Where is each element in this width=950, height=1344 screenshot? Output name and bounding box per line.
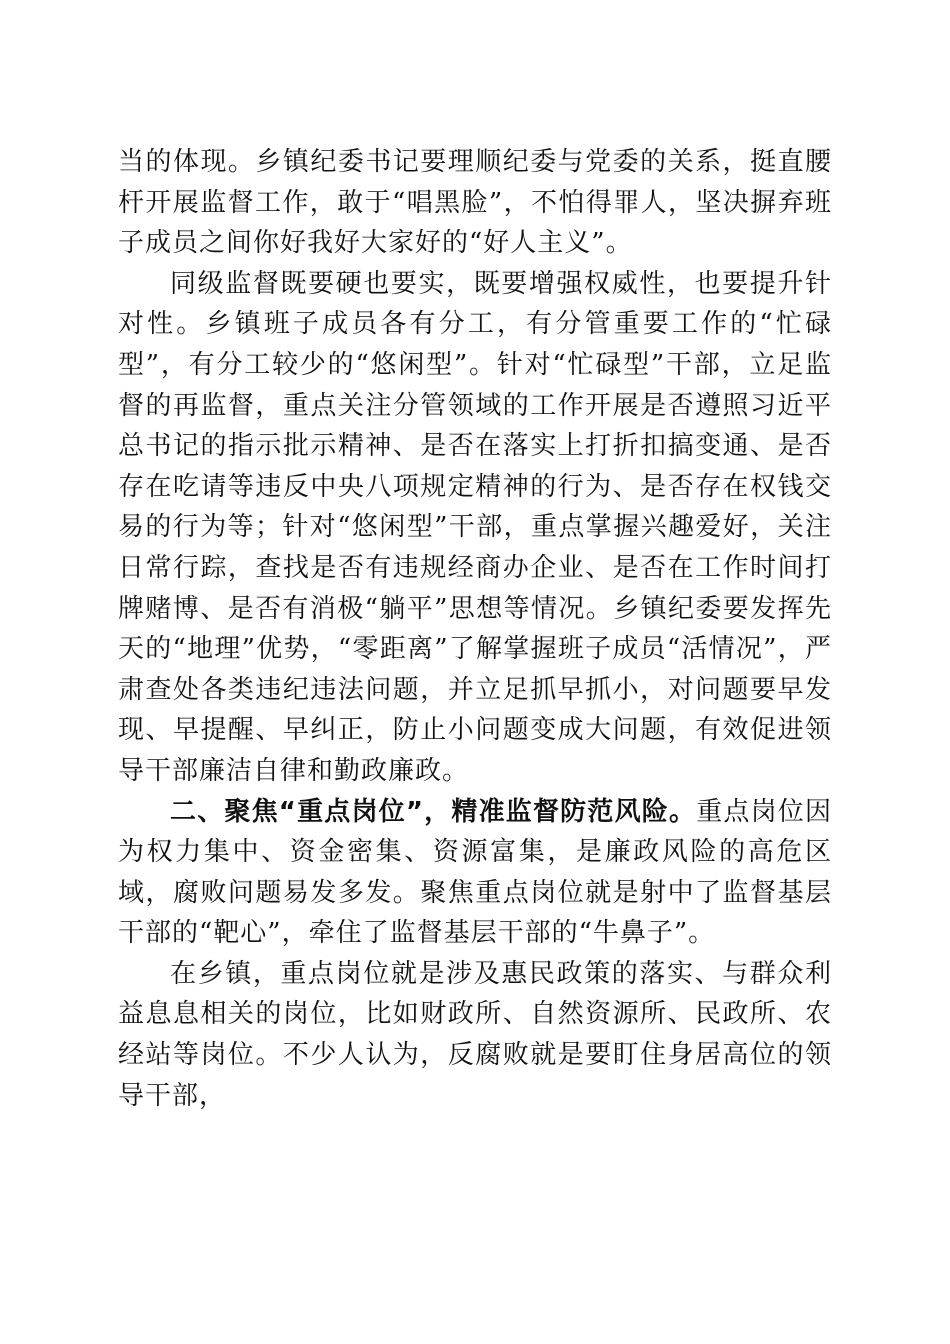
document-body [118, 142, 832, 1116]
paragraph-key-positions: 在乡镇，重点岗位就是涉及惠民政策的落实、与群众利益息息相关的岗位，比如财政所、自然资源所、民政所、农经站等岗位。不少人认为，反腐败就是要盯住身居高位的领导干部， [118, 958, 832, 1111]
paragraph-section-two [118, 792, 832, 954]
paragraph-peer-supervision: 同级监督既要硬也要实，既要增强权威性，也要提升针对性。乡镇班子成员各有分工，有分管重要工作的“忙碌型”，有分工较少的“悠闲型”。针对“忙碌型”干部，立足监督的再监督，重点关注分管领域的工作开展是否遵照习近平总书记的指示批示精神、是否在落实上打折扣搞变通、是否存在吃请等违反中央八项规定精神的行为、是否存在权钱交易的行为等；针对“悠闲型”干部，重点掌握兴趣爱好，关注日常行踪，查找是否有违规经商办企业、是否在工作时间打牌赌博、是否有消极“躺平”思想等情况。乡镇纪委要发挥先天的“地理”优势，“零距离”了解掌握班子成员“活情况”，严肃查处各类违纪违法问题，并立足抓早抓小，对问题要早发现、早提醒、早纠正，防止小问题变成大问题，有效促进领导干部廉洁自律和勤政廉政。 [118, 268, 832, 786]
section-two-heading: 二、聚焦“重点岗位”，精准监督防范风险。 [170, 796, 697, 827]
section-two-body: 重点岗位因为权力集中、资金密集、资源富集，是廉政风险的高危区域，腐败问题易发多发。聚焦重点岗位就是射中了监督基层干部的“靶心”，牵住了监督基层干部的“牛鼻子”。 [118, 796, 832, 949]
paragraph-continuation: 当的体现。乡镇纪委书记要理顺纪委与党委的关系，挺直腰杆开展监督工作，敢于“唱黑脸”，不怕得罪人，坚决摒弃班子成员之间你好我好大家好的“好人主义”。 [118, 147, 832, 259]
